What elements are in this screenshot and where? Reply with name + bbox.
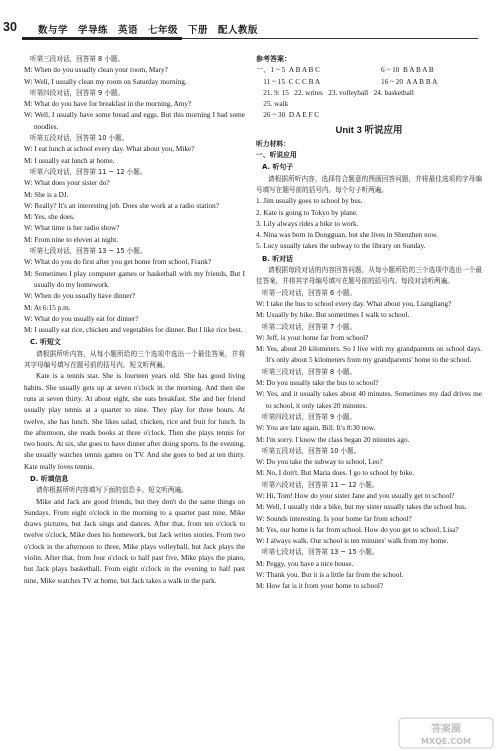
listening-materials <box>256 139 482 593</box>
dialogue-line: W: Hi, Tom! How do your sister Jane and you usually get to school? <box>256 491 455 500</box>
section-note: 听第三段对话，回答第 8 小题。 <box>262 367 357 376</box>
instruction: 请你根据所听内容填写下面的信息卡。短文听两遍。 <box>36 486 188 495</box>
dialogue-line: W: I always walk. Our school is ten minutes' walk from my home. <box>256 537 449 546</box>
svg-text:MXQE.COM: MXQE.COM <box>420 737 472 746</box>
dialogue-line: W: Yes, and it usually takes about 40 minutes. Sometimes my dad drives me to school, it only takes 20 minutes. <box>256 390 482 410</box>
instruction: 请根据所听内容，选择符合题意的图画回答问题，并将最佳选项的字母编号填写在题号前的括号内。每个句子听两遍。 <box>256 174 482 194</box>
right-column <box>256 54 482 593</box>
section-note: 听第一段对话，回答第 6 小题。 <box>262 288 357 297</box>
section-heading: D. 听填信息 <box>30 474 69 483</box>
answer-cell: 26 ~ 30 D A E F C <box>256 111 320 120</box>
answer-cell: 6 ~ 10 B A B A B <box>381 66 434 75</box>
answer-row <box>256 99 482 110</box>
answer-row <box>256 88 482 99</box>
book-title: 数与学 学导练 英语 七年级 下册 配人教版 <box>38 25 259 36</box>
answer-row <box>256 65 482 76</box>
dialogue-line: W: What do you do first after you get home from school, Frank? <box>24 258 212 267</box>
answer-cell: 一、1 ~ 5 A B A B C <box>256 66 320 75</box>
dialogue-line: M: From nine to eleven at night. <box>24 235 119 244</box>
dialogue-line: M: Do you usually take the bus to school? <box>256 379 379 388</box>
section-note: 听第七段对话，回答第 13 ~ 15 小题。 <box>262 548 379 557</box>
dialogue-line: W: Sounds interesting. Is your home far from school? <box>256 514 412 523</box>
sentence-item: 1. Jim usually goes to school by bus. <box>256 197 363 206</box>
watermark-logo <box>398 717 494 749</box>
dialogue-line: M: I'm sorry. I know the class began 20 minutes ago. <box>256 435 410 444</box>
section-note: 听第七段对话，回答第 13 ~ 15 小题。 <box>30 247 147 256</box>
dialogue-line: W: What does your sister do? <box>24 179 110 188</box>
passage-paragraph: Kate is a tennis star. She is fourteen years old. She has good living habits. She usually gets up at seven o'clock in the morning. And then she runs at seven thirty. At about eight, she eats breakfast. She and her friend usually play tennis at a quarter to nine. They play for three hours. At twelve, she has lunch. She likes salad, chicken, rice and fruit for lunch. In the afternoon, she reads books at three o'clock. Then she plays tennis for two hours. At six, she goes to have dinner after doing sports. In the evening, she usually watches tennis games on TV. And she goes to bed at ten thirty. Kate really loves tennis. <box>24 372 245 471</box>
sentence-item: 2. Kate is going to Tokyo by plane. <box>256 208 358 217</box>
dialogue-line: W: I eat lunch at school every day. What about you, Mike? <box>24 145 195 154</box>
dialogue-line: M: Peggy, you have a nice house. <box>256 559 354 568</box>
answer-cell: 25. walk <box>256 100 289 109</box>
section-note: 听第五段对话，回答第 10 小题。 <box>262 446 361 455</box>
dialogue-line: M: Well, I usually ride a bike, but my sister usually takes the school bus. <box>256 503 467 512</box>
dialogue-line: M: Sometimes I play computer games or basketball with my friends. But I usually do my homework. <box>24 269 245 289</box>
dialogue-line: W: Well, I usually have some bread and eggs. But this morning I had some noodles. <box>24 111 245 131</box>
dialogue-line: M: When do you usually clean your room, Mary? <box>24 66 168 75</box>
dialogue-line: M: I usually eat rice, chicken and vegetables for dinner. But I like rice best. <box>24 326 243 335</box>
dialogue-line: W: Thank you. But it is a little far from the school. <box>256 571 404 580</box>
dialogue-line: M: Usually by bike. But sometimes I walk to school. <box>256 311 410 320</box>
unit-title: Unit 3 听说应用 <box>335 124 403 136</box>
passage-paragraph: Mike and Jack are good friends, but they don't do the same things on Sundays. From eight o'clock in the morning to a quarter past nine, Mike draws pictures, but Jack sings and dances. After that, from ten o'clock to twelve o'clock, Mike does his homework, but Jack writes stories. From two o'clock in the afternoon to three, Mike plays volleyball, but Jack plays the violin. After that, from four o'clock to half past five, Mike plays the piano, but Jack plays basketball. From eight o'clock in the evening to half past nine, Mike watches TV at home, but Jack takes a walk in the park. <box>24 497 245 585</box>
dialogue-line: W: Really? It's an interesting job. Does she work at a radio station? <box>24 201 219 210</box>
dialogue-line: M: How far is it from your home to school? <box>256 582 384 591</box>
dialogue-line: M: Yes, about 20 kilometers. So I live with my grandparents on school days. It's only about 5 kilometers from my grandparents' home to the school. <box>256 345 482 365</box>
dialogue-line: M: No, I don't. But Maria does. I go to school by bike. <box>256 469 414 478</box>
instruction: 请根据所听内容，从每小题所给的三个选项中选出一个最佳答案，并将其字母编号填写在题号前的括号内。短文听两遍。 <box>24 349 245 370</box>
dialogue-line: W: When do you usually have dinner? <box>24 292 136 301</box>
sentence-item: 5. Lucy usually takes the subway to the library on Sunday. <box>256 242 426 251</box>
dialogue-line: W: Do you take the subway to school, Leo? <box>256 458 383 467</box>
answer-row <box>256 77 482 88</box>
page-number: 30 <box>3 20 17 34</box>
material-label: 听力材料： <box>256 139 290 148</box>
dialogue-line: M: I usually eat lunch at home. <box>24 156 115 165</box>
section-note: 听第四段对话，回答第 9 小题。 <box>30 88 125 97</box>
dialogue-line: M: What do you have for breakfast in the morning, Amy? <box>24 100 192 109</box>
page-header <box>0 0 500 40</box>
section-note: 听第六段对话，回答第 11 ~ 12 小题。 <box>30 167 147 176</box>
section-heading: B. 听对话 <box>262 254 293 263</box>
dialogue-line: W: Well, I usually clean my room on Saturday morning. <box>24 77 187 86</box>
section-heading: C. 听短文 <box>30 338 61 347</box>
dialogue-line: M: She is a DJ. <box>24 190 69 199</box>
sentence-item: 3. Lily always rides a bike to work. <box>256 219 359 228</box>
answer-cell: 16 ~ 20 A A B B A <box>381 77 438 86</box>
dialogue-line: W: What do you usually eat for dinner? <box>24 314 139 323</box>
left-column <box>24 54 245 587</box>
dialogue-line: W: Jeff, is your home far from school? <box>256 333 369 342</box>
section-note: 听第五段对话，回答第 10 小题。 <box>30 134 129 143</box>
answer-row <box>256 110 482 121</box>
dialogue-line: W: What time is her radio show? <box>24 224 120 233</box>
svg-text:答案圈: 答案圈 <box>431 724 461 735</box>
answer-cell: 21. 9: 15 22. writes 23. volleyball 24. basketball <box>256 88 414 97</box>
section-note: 听第三段对话，回答第 8 小题。 <box>30 55 125 63</box>
answer-key-title: 参考答案： <box>256 55 291 63</box>
dialogue-line: M: Yes, our home is far from school. How do you get to school, Lisa? <box>256 525 459 534</box>
dialogue-line: W: I take the bus to school every day. What about you, Liangliang? <box>256 299 452 308</box>
sentence-item: 4. Nina was born in Dongguan, but she lives in Shenzhen now. <box>256 231 438 240</box>
section-heading: A. 听句子 <box>262 163 294 172</box>
instruction: 请根据每段对话的内容回答问题，从每小题所给的三个选项中选出一个最佳答案，并将其字母编号填写在题号前的括号内。每段对话听两遍。 <box>256 266 482 286</box>
answer-key <box>256 65 482 121</box>
section-note: 听第二段对话，回答第 7 小题。 <box>262 322 357 331</box>
dialogue-line: M: Yes, she does. <box>24 213 75 222</box>
dialogue-line: W: You are late again, Bill. It's 8:30 now. <box>256 424 376 433</box>
material-label: 一、听说应用 <box>256 151 297 160</box>
dialogue-line: M: At 6:15 p.m. <box>24 303 71 312</box>
answer-cell: 11 ~ 15 C C C B A <box>256 77 321 86</box>
section-note: 听第六段对话，回答第 11 ~ 12 小题。 <box>262 480 379 489</box>
header-rule-thick <box>22 37 182 40</box>
header-rule-thin <box>182 38 478 39</box>
section-note: 听第四段对话，回答第 9 小题。 <box>262 412 357 421</box>
